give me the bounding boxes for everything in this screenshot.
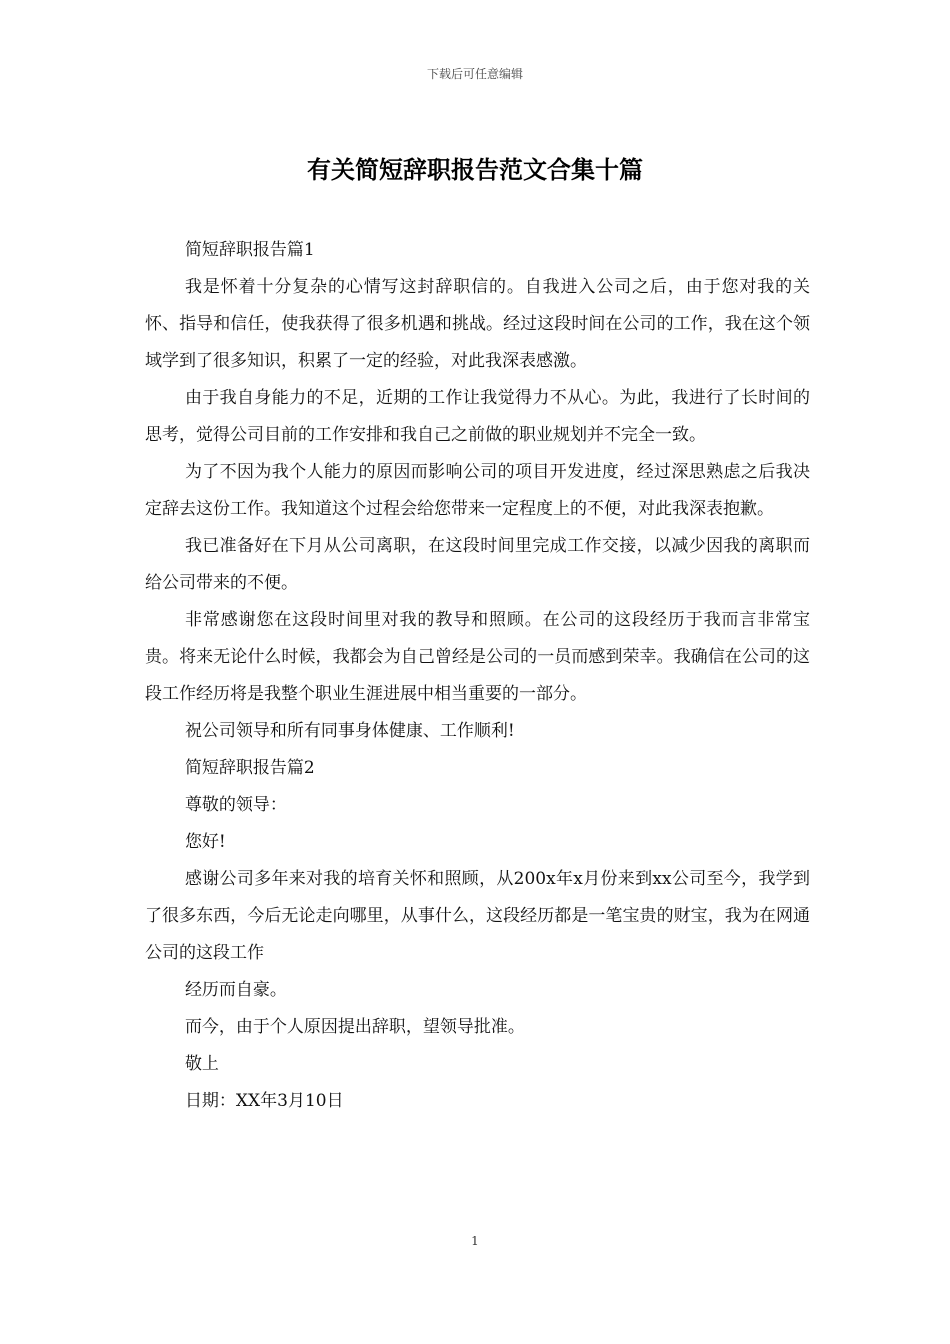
section-heading-1: 简短辞职报告篇1 [184,240,315,260]
body-paragraph: 经历而自豪。 [184,980,287,1000]
body-paragraph: 为了不因为我个人能力的原因而影响公司的项目开发进度，经过深思熟虑之后我决定辞去这份工作。我知道这个过程会给您带来一定程度上的不便，对此我深表抱歉。 [145,462,810,519]
document-title: 有关简短辞职报告范文合集十篇 [307,155,643,184]
page-number: 1 [471,1234,479,1248]
page-header-note: 下载后可任意编辑 [426,67,523,81]
date-line: 日期：XX年3月10日 [184,1091,344,1111]
body-paragraph: 我是怀着十分复杂的心情写这封辞职信的。自我进入公司之后，由于您对我的关怀、指导和信任，使我获得了很多机遇和挑战。经过这段时间在公司的工作，我在这个领域学到了很多知识，积累了一定的经验，对此我深表感激。 [145,277,810,371]
body-paragraph: 感谢公司多年来对我的培育关怀和照顾，从200x年x月份来到xx公司至今，我学到了很多东西，今后无论走向哪里，从事什么，这段经历都是一笔宝贵的财宝，我为在网通公司的这段工作 [145,869,810,963]
body-paragraph: 非常感谢您在这段时间里对我的教导和照顾。在公司的这段经历于我而言非常宝贵。将来无论什么时候，我都会为自己曾经是公司的一员而感到荣幸。我确信在公司的这段工作经历将是我整个职业生涯进展中相当重要的一部分。 [145,610,810,704]
salutation: 尊敬的领导： [184,795,287,815]
document-body [145,232,810,1120]
body-paragraph: 由于我自身能力的不足，近期的工作让我觉得力不从心。为此，我进行了长时间的思考，觉得公司目前的工作安排和我自己之前做的职业规划并不完全一致。 [145,388,810,445]
closing-wish: 祝公司领导和所有同事身体健康、工作顺利! [184,721,515,741]
body-paragraph: 我已准备好在下月从公司离职，在这段时间里完成工作交接，以减少因我的离职而给公司带来的不便。 [145,536,810,593]
sign-off: 敬上 [184,1054,219,1074]
greeting: 您好! [184,832,226,852]
body-paragraph: 而今，由于个人原因提出辞职，望领导批准。 [184,1017,525,1037]
section-heading-2: 简短辞职报告篇2 [184,758,315,778]
